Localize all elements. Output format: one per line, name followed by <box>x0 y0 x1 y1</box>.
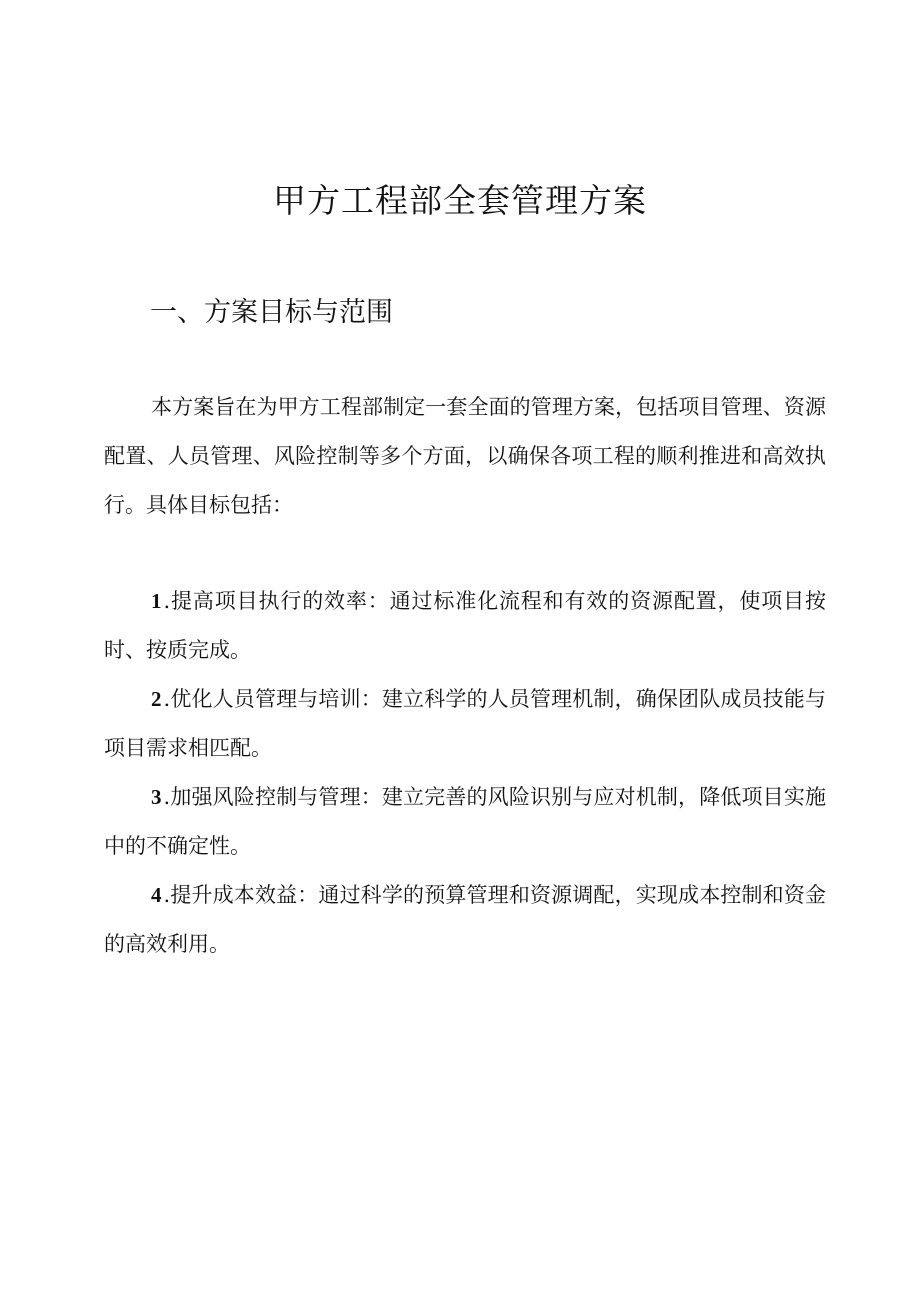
list-item <box>104 871 826 969</box>
list-item <box>104 675 826 773</box>
list-item-number: 2 <box>151 687 162 711</box>
list-item <box>104 773 826 871</box>
list-item-text: .加强风险控制与管理：建立完善的风险识别与应对机制，降低项目实施中的不确定性。 <box>104 785 826 858</box>
list-item <box>104 577 826 675</box>
list-item-text: .优化人员管理与培训：建立科学的人员管理机制，确保团队成员技能与项目需求相匹配。 <box>104 687 826 760</box>
list-item-text: .提升成本效益：通过科学的预算管理和资源调配，实现成本控制和资金的高效利用。 <box>104 883 826 956</box>
list-item-text: .提高项目执行的效率：通过标准化流程和有效的资源配置，使项目按时、按质完成。 <box>104 589 826 662</box>
list-item-number: 1 <box>151 589 162 613</box>
section-heading: 一、方案目标与范围 <box>150 297 393 328</box>
intro-paragraph: 本方案旨在为甲方工程部制定一套全面的管理方案，包括项目管理、资源配置、人员管理、风险控制等多个方面，以确保各项工程的顺利推进和高效执行。具体目标包括： <box>104 395 826 517</box>
list-item-number: 4 <box>151 883 162 907</box>
list-item-number: 3 <box>151 785 162 809</box>
document-title: 甲方工程部全套管理方案 <box>273 181 647 220</box>
